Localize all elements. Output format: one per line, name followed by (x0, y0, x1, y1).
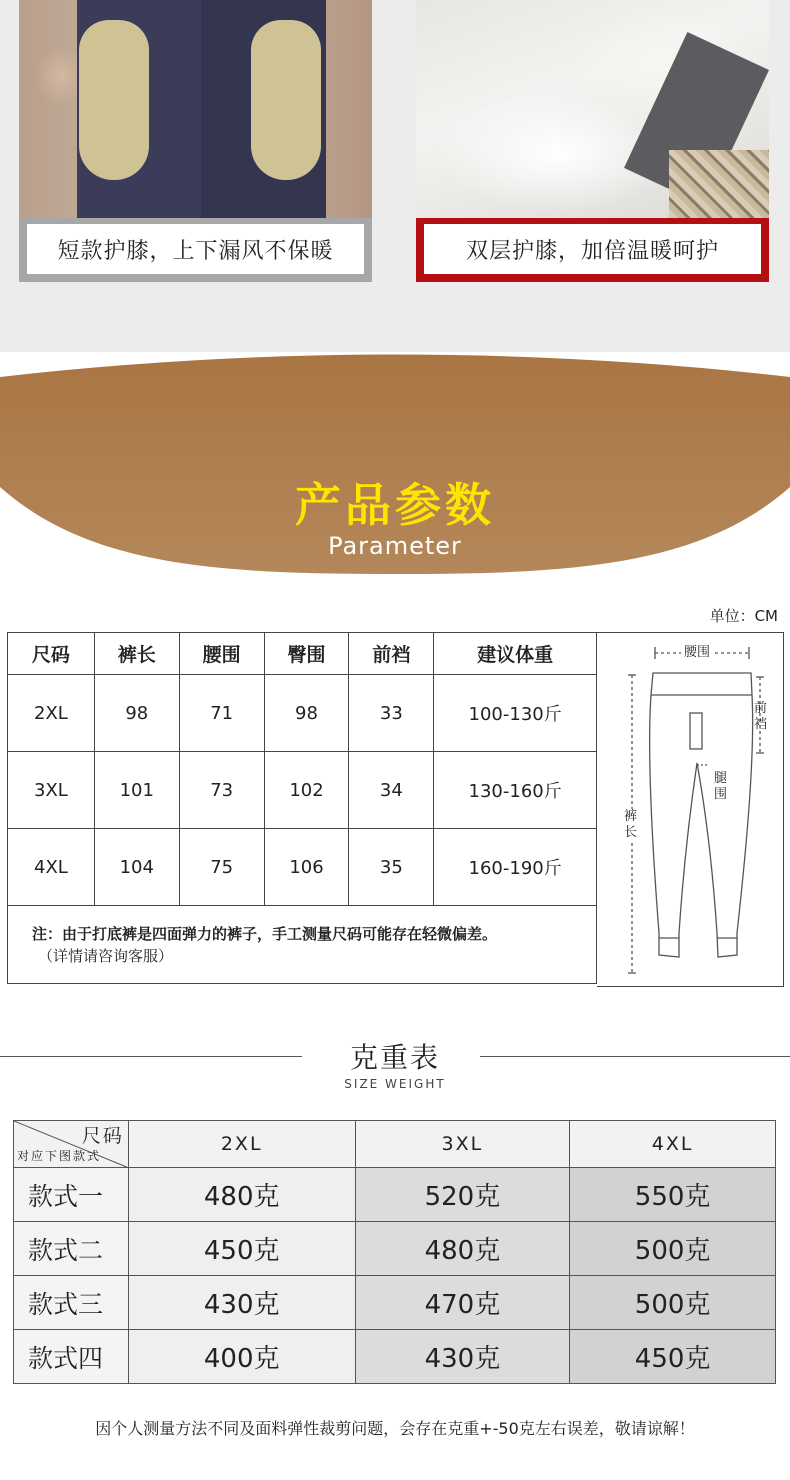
cell-length: 98 (94, 675, 179, 752)
note-subtext: （详情请咨询客服） (38, 946, 174, 965)
weight-value: 500克 (570, 1222, 776, 1276)
weight-value: 520克 (355, 1168, 570, 1222)
size-header-3xl: 3XL (355, 1121, 570, 1168)
pants-measurement-diagram (597, 632, 784, 987)
unit-label: 单位：CM (709, 607, 778, 625)
weight-value: 400克 (128, 1330, 355, 1384)
cell-size: 3XL (8, 752, 95, 829)
cell-hip: 98 (264, 675, 349, 752)
cell-waist: 75 (179, 829, 264, 906)
cell-waist: 73 (179, 752, 264, 829)
table-row (8, 829, 597, 906)
table-row (14, 1222, 776, 1276)
table-note-row (8, 906, 597, 984)
header-weight: 建议体重 (434, 633, 597, 675)
cell-rise: 33 (349, 675, 434, 752)
diagram-waist-label: 腰围 (681, 645, 713, 660)
cell-length: 101 (94, 752, 179, 829)
short-knee-pad-caption: 短款护膝，上下漏风不保暖 (27, 224, 364, 274)
cell-weight: 130-160斤 (434, 752, 597, 829)
cell-waist: 71 (179, 675, 264, 752)
comparison-section (0, 0, 790, 352)
table-row (14, 1330, 776, 1384)
header-waist: 腰围 (179, 633, 264, 675)
table-row (8, 752, 597, 829)
double-knee-pad-caption: 双层护膝，加倍温暖呵护 (424, 224, 761, 274)
cell-rise: 35 (349, 829, 434, 906)
weight-table (13, 1120, 776, 1384)
corner-style-label: 对应下图款式 (17, 1149, 102, 1163)
diagram-rise-label-1: 前 (754, 701, 768, 716)
cell-rise: 34 (349, 752, 434, 829)
table-row (8, 675, 597, 752)
weight-header-row (14, 1121, 776, 1168)
header-size: 尺码 (8, 633, 95, 675)
diagram-rise-label-2: 裆 (754, 717, 768, 732)
table-row (14, 1168, 776, 1222)
lining-patch (79, 20, 149, 180)
parameter-banner (0, 352, 790, 602)
note-text: 注：由于打底裤是四面弹力的裤子，手工测量尺码可能存在轻微偏差。 (32, 924, 498, 943)
weight-value: 550克 (570, 1168, 776, 1222)
header-length: 裤长 (94, 633, 179, 675)
weight-value: 480克 (128, 1168, 355, 1222)
weight-value: 430克 (128, 1276, 355, 1330)
measurement-note (8, 906, 597, 984)
header-hip: 臀围 (264, 633, 349, 675)
weight-value: 450克 (570, 1330, 776, 1384)
diagram-length-label-1: 裤 (624, 809, 638, 824)
weight-subtitle: SIZE WEIGHT (344, 1077, 446, 1091)
diagram-hip-label-2: 围 (714, 787, 728, 802)
size-parameter-table (7, 632, 597, 984)
weight-value: 480克 (355, 1222, 570, 1276)
weight-value: 430克 (355, 1330, 570, 1384)
size-header-4xl: 4XL (570, 1121, 776, 1168)
cell-size: 2XL (8, 675, 95, 752)
cell-hip: 102 (264, 752, 349, 829)
corner-cell (14, 1121, 129, 1168)
parameter-title: 产品参数 (295, 478, 495, 532)
cell-weight: 100-130斤 (434, 675, 597, 752)
style-label: 款式四 (14, 1330, 129, 1384)
style-label: 款式三 (14, 1276, 129, 1330)
size-header-2xl: 2XL (128, 1121, 355, 1168)
weight-title: 克重表 (349, 1041, 440, 1074)
cell-hip: 106 (264, 829, 349, 906)
plaid-fabric (669, 150, 769, 218)
header-rise: 前裆 (349, 633, 434, 675)
cell-length: 104 (94, 829, 179, 906)
short-knee-pad-card (19, 0, 372, 282)
weight-value: 470克 (355, 1276, 570, 1330)
parameter-subtitle: Parameter (328, 532, 462, 560)
table-row (14, 1276, 776, 1330)
diagram-hip-label-1: 腿 (714, 771, 728, 786)
corner-size-label: 尺码 (81, 1125, 124, 1147)
table-header-row (8, 633, 597, 675)
lining-patch (251, 20, 321, 180)
weight-value: 450克 (128, 1222, 355, 1276)
cell-weight: 160-190斤 (434, 829, 597, 906)
diagram-length-label-2: 长 (624, 825, 638, 840)
weight-value: 500克 (570, 1276, 776, 1330)
short-knee-pad-photo (19, 0, 372, 218)
style-label: 款式一 (14, 1168, 129, 1222)
double-knee-pad-card (416, 0, 769, 282)
double-knee-pad-photo (416, 0, 769, 218)
style-label: 款式二 (14, 1222, 129, 1276)
cell-size: 4XL (8, 829, 95, 906)
weight-footnote: 因个人测量方法不同及面料弹性裁剪问题，会存在克重+-50克左右误差，敬请谅解！ (95, 1419, 695, 1438)
